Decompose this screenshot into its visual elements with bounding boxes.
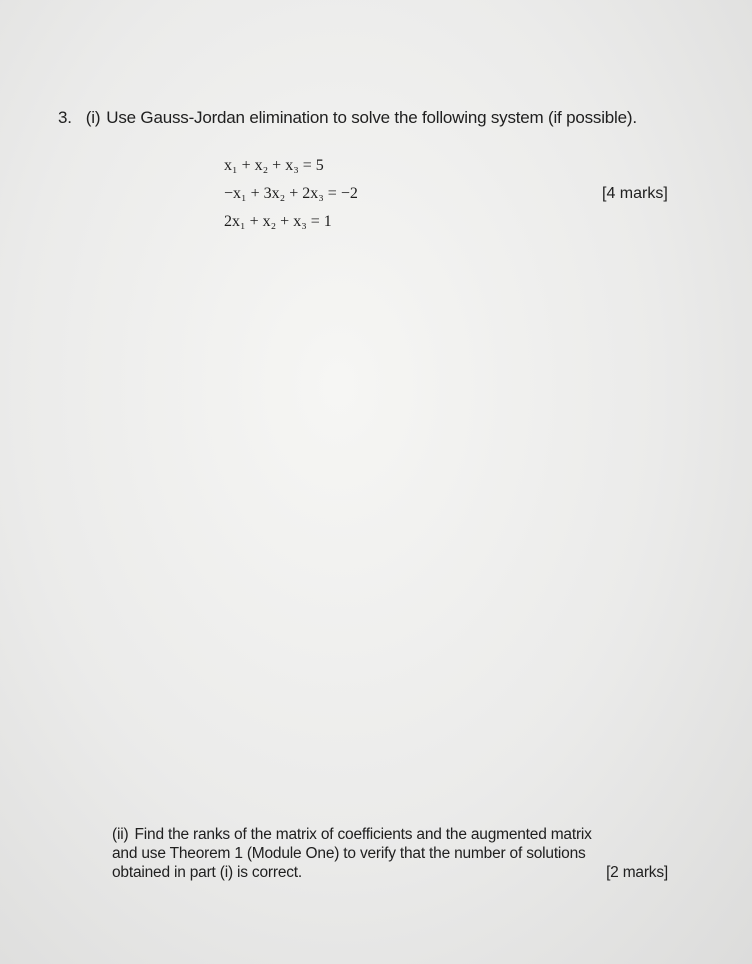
part-ii-line-2: and use Theorem 1 (Module One) to verify that the number of solutions <box>112 845 586 862</box>
part-i-label: (i) <box>85 108 101 127</box>
equation-system <box>224 152 358 236</box>
part-ii-marks: [2 marks] <box>606 864 668 881</box>
equation-3: 2x₁ + x₂ + x₃ = 1 <box>224 213 332 230</box>
equation-1: x₁ + x₂ + x₃ = 5 <box>224 157 324 174</box>
part-ii-line-1: Find the ranks of the matrix of coefficients and the augmented matrix <box>134 826 592 843</box>
part-i-instruction: Use Gauss-Jordan elimination to solve the following system (if possible). <box>106 108 637 127</box>
question-3-part-ii <box>112 825 692 882</box>
equation-2: −x₁ + 3x₂ + 2x₃ = −2 <box>224 185 358 202</box>
question-number: 3. <box>58 108 72 127</box>
part-ii-line-3: obtained in part (i) is correct. <box>112 864 303 881</box>
part-i-marks: [4 marks] <box>602 185 668 202</box>
question-3-part-i <box>58 108 637 128</box>
part-ii-label: (ii) <box>112 826 129 843</box>
